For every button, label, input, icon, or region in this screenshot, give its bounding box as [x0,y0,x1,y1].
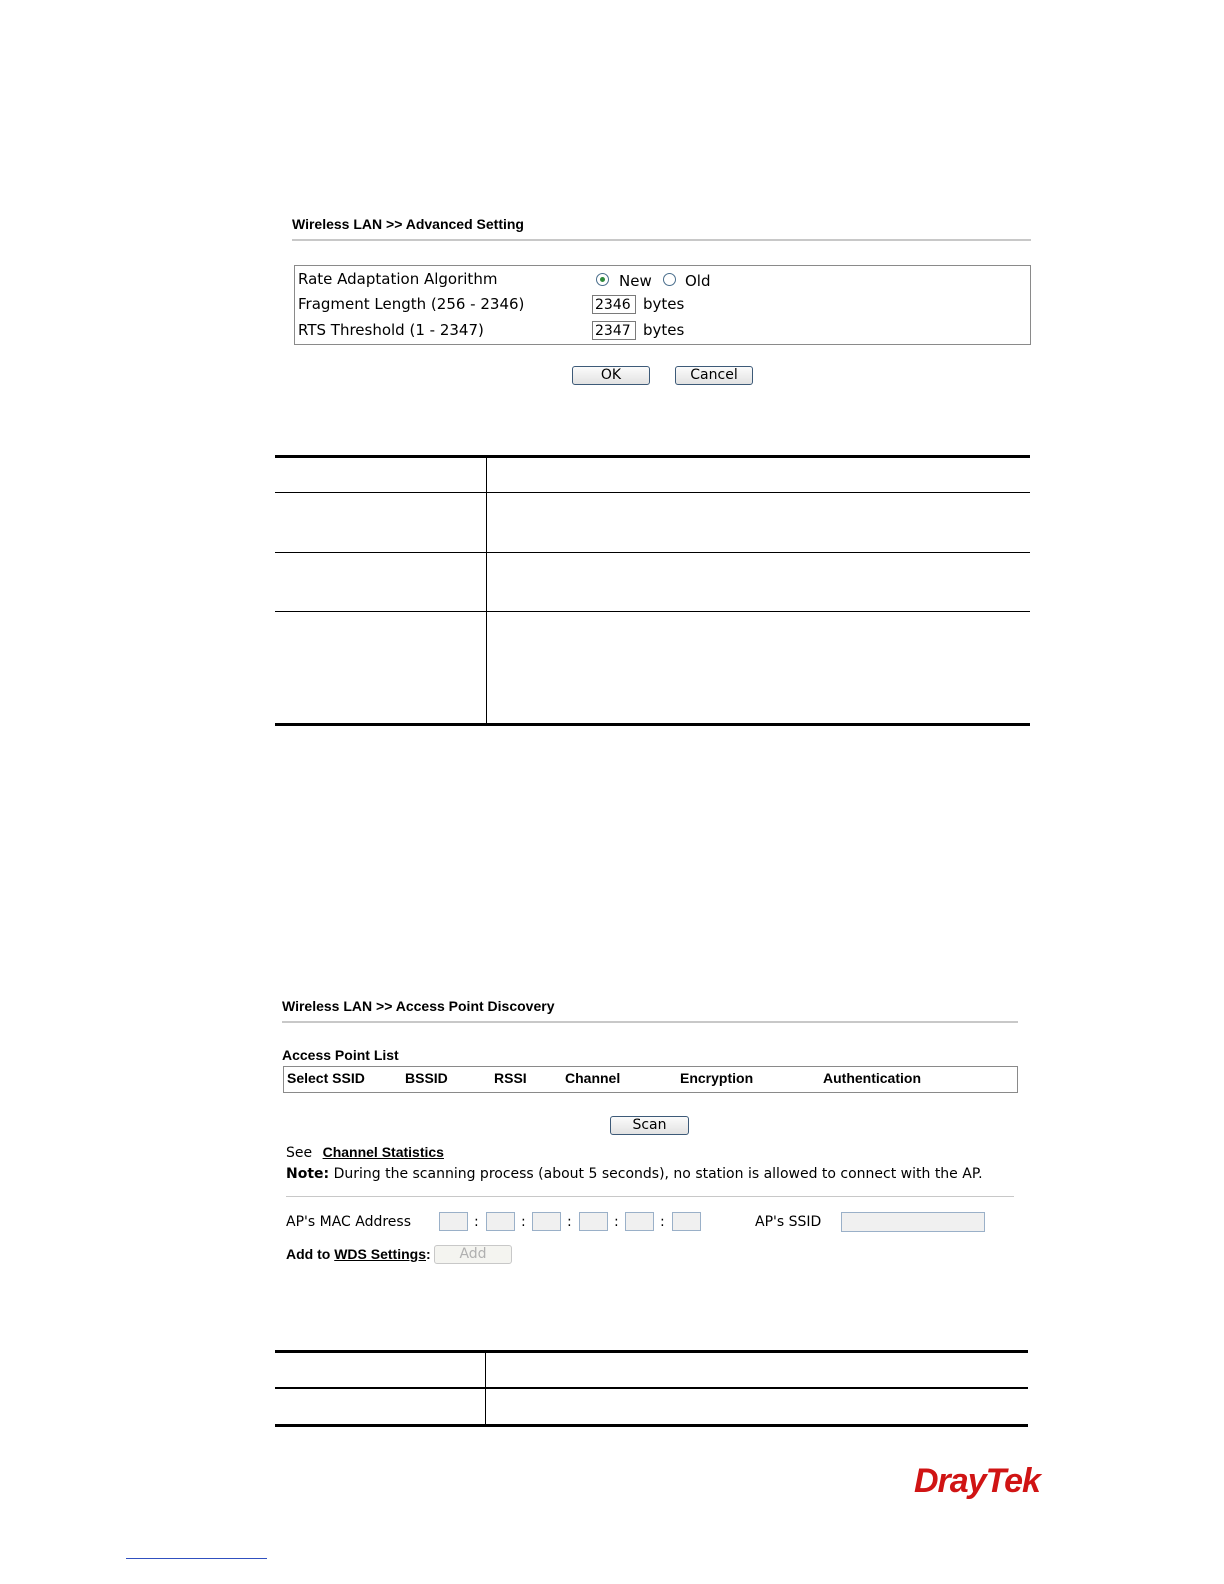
mac-octet-2-input[interactable] [486,1212,515,1231]
ap-ssid-input[interactable] [841,1212,985,1232]
rate-old-label[interactable]: Old [685,272,711,290]
cancel-button[interactable]: Cancel [675,366,753,385]
rate-new-radio[interactable] [596,273,609,286]
mac-separator: : [521,1214,526,1230]
table-row-rule [275,492,1030,493]
rate-old-radio[interactable] [663,273,676,286]
mac-separator: : [614,1214,619,1230]
see-text: See [286,1145,313,1161]
add-to-wds-label [286,1246,431,1262]
column-header-bssid: BSSID [405,1070,448,1086]
table-top-rule [275,455,1030,458]
draytek-logo: DrayTek [914,1462,1040,1500]
note-divider [286,1196,1014,1197]
ap-mac-label: AP's MAC Address [286,1214,412,1230]
mac-octet-3-input[interactable] [532,1212,561,1231]
title-divider [292,239,1031,241]
table-bottom-rule [275,723,1030,726]
table-row-rule [275,611,1030,612]
table-row-rule [275,552,1030,553]
table-column-rule [486,455,487,725]
discovery-page-title: Wireless LAN >> Access Point Discovery [282,998,555,1014]
mac-separator: : [567,1214,572,1230]
note-label: Note: [286,1166,330,1182]
column-header-channel: Channel [565,1070,621,1086]
rts-unit: bytes [643,321,685,339]
mac-octet-5-input[interactable] [625,1212,654,1231]
fragment-length-input[interactable]: 2346 [592,295,636,314]
radio-selected-dot [600,277,605,282]
advanced-page-title: Wireless LAN >> Advanced Setting [292,216,524,232]
access-point-list-title: Access Point List [282,1047,399,1063]
add-button[interactable]: Add [434,1245,512,1264]
mac-octet-1-input[interactable] [439,1212,468,1231]
description-table-1 [275,455,1030,727]
mac-octet-4-input[interactable] [579,1212,608,1231]
mac-separator: : [474,1214,479,1230]
add-to-text: Add to [286,1246,331,1262]
footer-link-rule [126,1558,267,1559]
title-divider [282,1021,1018,1023]
column-header-encryption: Encryption [680,1070,754,1086]
scan-button[interactable]: Scan [610,1116,689,1135]
column-header-select-ssid: Select SSID [287,1070,365,1086]
note-line [286,1166,983,1182]
wds-colon: : [426,1246,431,1262]
description-table-2 [275,1350,1028,1428]
mac-separator: : [660,1214,665,1230]
rate-adaptation-label: Rate Adaptation Algorithm [298,270,498,288]
table-top-rule [275,1350,1028,1353]
fragment-unit: bytes [643,295,685,313]
fragment-length-label: Fragment Length (256 - 2346) [298,295,525,313]
note-text: During the scanning process (about 5 seconds), no station is allowed to connect with the AP. [333,1166,983,1182]
table-bottom-rule [275,1424,1028,1427]
channel-statistics-link[interactable]: Channel Statistics [322,1144,444,1160]
ap-ssid-label: AP's SSID [755,1214,822,1230]
table-column-rule [485,1350,486,1426]
see-line [286,1144,444,1161]
advanced-settings-panel [294,265,1031,345]
rts-threshold-label: RTS Threshold (1 - 2347) [298,321,484,339]
column-header-rssi: RSSI [494,1070,527,1086]
mac-octet-6-input[interactable] [672,1212,701,1231]
rate-new-label[interactable]: New [619,272,652,290]
table-row-rule [275,1387,1028,1389]
wds-settings-link[interactable]: WDS Settings [334,1246,426,1262]
rts-threshold-input[interactable]: 2347 [592,321,636,340]
column-header-authentication: Authentication [823,1070,921,1086]
ok-button[interactable]: OK [572,366,650,385]
